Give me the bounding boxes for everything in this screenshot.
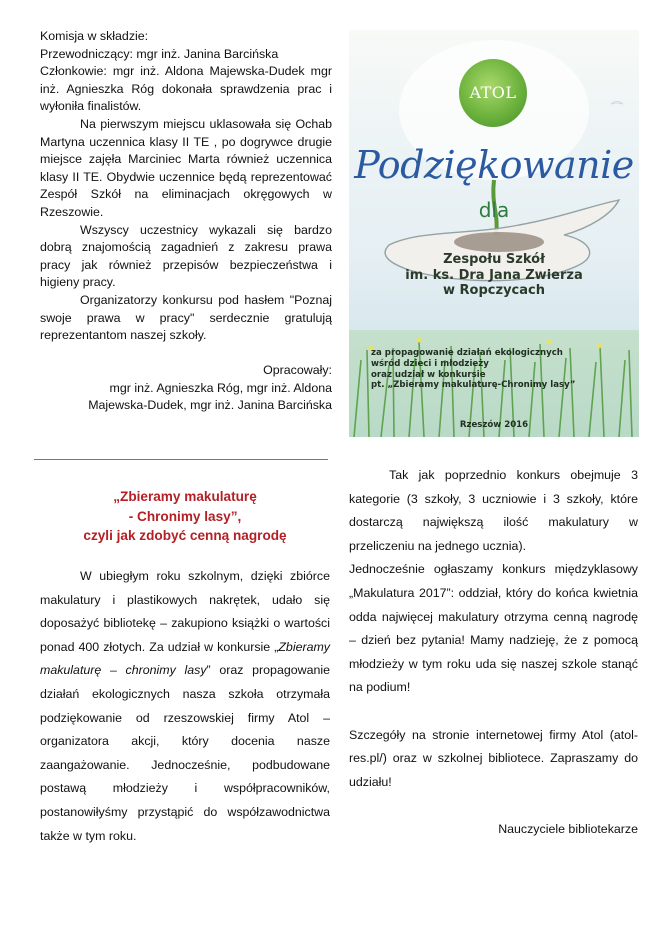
- poster-description: [349, 348, 639, 391]
- article-right-paragraph-1: Tak jak poprzednio konkurs obejmuje 3 kategorie (3 szkoły, 3 uczniowie i 3 szkoły, które dostarczą największą ilość makulatury w przeliczeniu na jednego ucznia).: [349, 468, 638, 553]
- committee-members: Członkowie: mgr inż. Aldona Majewska-Dudek mgr inż. Agnieszka Róg dokonała sprawdzenia prac i wyłoniła finalistów.: [40, 64, 332, 114]
- participants-paragraph: Wszyscy uczestnicy wykazali się bardzo dobrą znajomością zagadnień z zakresu prawa pracy jak również przepisów bezpieczeństwa i higieny pracy.: [40, 222, 332, 290]
- poster-desc-line4: pt. „Zbieramy makulaturę-Chronimy lasy”: [371, 380, 576, 391]
- atol-logo: ATOL: [459, 59, 527, 127]
- poster-school-name: [349, 252, 639, 299]
- poster-desc-line1: za propagowanie działań ekologicznych: [371, 348, 563, 358]
- prepared-authors-line1: mgr inż. Agnieszka Róg, mgr inż. Aldona: [109, 380, 332, 395]
- committee-header: Komisja w składzie:: [40, 29, 149, 43]
- article-p1-contest-name: Zbieramy makulaturę – chronimy lasy: [40, 639, 330, 678]
- article-title-line1: „Zbieramy makulaturę: [113, 489, 257, 504]
- poster-desc-line2: wśród dzieci i młodzieży: [371, 358, 489, 369]
- article-title-line2: - Chronimy lasy”,: [128, 508, 242, 524]
- thanks-poster-image: [349, 30, 639, 437]
- poster-desc-line3: oraz udział w konkursie: [371, 369, 486, 380]
- article-right-column: [349, 464, 638, 842]
- article-title-line3: czyli jak zdobyć cenną nagrodę: [83, 528, 287, 543]
- section-divider: [34, 459, 328, 460]
- organizers-paragraph: Organizatorzy konkursu pod hasłem "Poznaj swoje prawa w pracy" serdecznie gratulują reprezentantom naszej szkoły.: [40, 292, 332, 343]
- committee-chair: Przewodniczący: mgr inż. Janina Barcińska: [40, 46, 279, 61]
- article-signature: Nauczyciele bibliotekarze: [498, 821, 638, 836]
- poster-for-label: dla: [478, 198, 510, 222]
- prepared-label: Opracowały:: [263, 363, 332, 378]
- article-right-paragraph-3: Szczegóły na stronie internetowej firmy Atol (atol-res.pl/) oraz w szkolnej bibliotece. Zapraszamy do udziału!: [349, 727, 638, 789]
- article-right-paragraph-2: Jednocześnie ogłaszamy konkurs międzyklasowy „Makulatura 2017”: oddział, który do końca kwietnia odda najwięcej makulatury otrzyma cenną nagrodę – dzień bez pytania! Mamy nadzieję, że z pomocą młodzieży w tym roku uda się naszej szkole stanąć na podium!: [349, 562, 638, 695]
- article-title: [40, 487, 330, 546]
- results-paragraph: Na pierwszym miejscu uklasowała się Ochab Martyna uczennica klasy II TE , po dogrywce drugie miejsce zajęła Marciniec Marta również uczennica klasy II TE. Obydwie uczennice będą reprezentować Zespół Szkół na eliminacjach okręgowych w Rzeszowie.: [40, 116, 332, 219]
- poster-school-line2: im. ks. Dra Jana Zwierza: [405, 267, 583, 283]
- article-paragraph-1: [40, 565, 330, 848]
- prepared-authors-line2: Majewska-Dudek, mgr inż. Janina Barcińska: [88, 398, 332, 413]
- poster-school-line1: Zespołu Szkół: [443, 252, 545, 267]
- committee-section: [40, 28, 332, 415]
- article-p1-text-a: W ubiegłym roku szkolnym, dzięki zbiórce makulatury i plastikowych nakrętek, udało się doposażyć bibliotekę – zakupiono książki o wartości ponad 400 złotych. Za udział w konkursie „: [40, 569, 330, 654]
- article-p1-text-b: ” oraz propagowanie działań ekologicznych nasza szkoła otrzymała podziękowanie od rzeszowskiej firmy Atol – organizatora akcji, który docenia nasze zaangażowanie. Jednocześnie, podbudowane postawą młodzieży i współpracowników, postanowiłyśmy przystąpić do współzawodnictwa także w tym roku.: [40, 663, 330, 843]
- poster-thanks-heading: Podziękowanie: [354, 143, 634, 187]
- poster-school-line3: w Ropczycach: [443, 283, 545, 298]
- article-left-column: [40, 565, 330, 848]
- poster-date: Rzeszów 2016: [459, 420, 529, 430]
